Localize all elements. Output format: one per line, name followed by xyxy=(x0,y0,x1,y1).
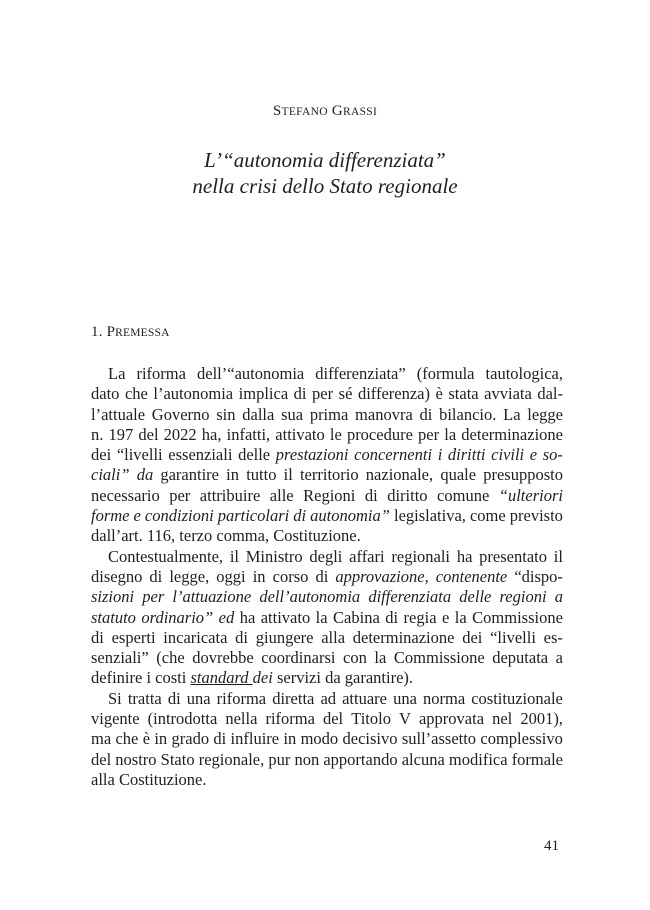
body-word: il xyxy=(553,546,563,566)
body-word: servizi xyxy=(276,668,326,688)
body-word: attuare xyxy=(342,688,387,708)
section-heading xyxy=(91,324,170,341)
body-word: differenza) xyxy=(357,384,430,404)
page-number: 41 xyxy=(544,838,559,854)
body-word: di xyxy=(419,404,433,424)
author-last-rest: RASSI xyxy=(343,106,378,118)
body-word: una xyxy=(393,688,417,708)
body-word: formale xyxy=(511,749,563,769)
section-heading-initial: P xyxy=(106,324,116,340)
body-word: Costituzione. xyxy=(118,769,207,789)
body-word: da xyxy=(136,465,154,485)
body-word: dovrebbe xyxy=(192,648,254,668)
body-word: di xyxy=(364,485,378,505)
body-word: particolari xyxy=(217,506,290,526)
body-word: implica xyxy=(238,384,289,404)
body-word: “livelli xyxy=(490,627,536,647)
body-word: dato xyxy=(91,384,120,404)
body-word: territorio xyxy=(299,465,359,485)
body-text xyxy=(91,364,563,790)
body-word: l’attuazione xyxy=(172,587,252,607)
body-word: l’attuale xyxy=(91,404,146,424)
body-word: da xyxy=(325,668,345,688)
body-word: e xyxy=(441,607,450,627)
body-word: manovra xyxy=(355,404,413,424)
body-word: standard xyxy=(190,668,253,688)
body-word: affari xyxy=(349,546,385,566)
body-word: attivato xyxy=(260,607,311,627)
body-word: 2022 xyxy=(163,424,197,444)
body-word: del xyxy=(138,424,159,444)
title-line-2: nella crisi dello Stato regionale xyxy=(192,174,458,198)
body-word: diritti xyxy=(447,445,486,465)
body-word: riforma xyxy=(265,709,315,729)
body-word: previsto xyxy=(509,506,563,526)
body-word: ed xyxy=(218,607,235,627)
body-word: delle xyxy=(459,587,492,607)
body-word: modifica xyxy=(448,749,508,769)
body-line xyxy=(91,668,563,688)
body-word: (formula xyxy=(416,364,475,383)
body-word: a xyxy=(555,648,563,668)
body-word: di xyxy=(235,627,248,647)
section-heading-rest: REMESSA xyxy=(115,327,170,339)
body-word: a xyxy=(554,587,563,607)
body-word: prestazioni xyxy=(275,445,349,465)
body-word: avviata xyxy=(484,384,532,404)
body-word: dell’“autonomia xyxy=(197,364,305,383)
body-line xyxy=(91,405,563,425)
body-word: disegno xyxy=(91,566,143,586)
body-word: tratta xyxy=(127,688,162,708)
body-word: presupposto xyxy=(483,465,563,485)
body-word: ordinario” xyxy=(141,607,214,627)
body-word: di xyxy=(293,506,307,526)
body-word: definire xyxy=(91,668,147,688)
body-word: quale xyxy=(440,465,477,485)
body-word: attivato xyxy=(275,424,325,444)
body-word: Contestualmente, xyxy=(108,546,224,566)
body-line xyxy=(91,506,563,526)
body-word: Commissione xyxy=(472,607,563,627)
body-word: infatti, xyxy=(226,424,271,444)
body-word: legislativa, xyxy=(393,506,466,526)
body-word: “livelli xyxy=(116,445,163,465)
body-word: presentato xyxy=(479,546,547,566)
body-word: terzo xyxy=(179,526,217,546)
body-word: approvata xyxy=(418,709,485,729)
body-word: i xyxy=(437,445,443,465)
body-word: ha xyxy=(239,607,256,627)
body-word: è xyxy=(435,384,443,404)
body-word: dei xyxy=(252,668,277,688)
body-word: di xyxy=(91,627,104,647)
body-line xyxy=(91,445,563,465)
body-word: condizioni xyxy=(144,506,214,526)
body-line xyxy=(91,384,563,404)
body-word: non xyxy=(294,749,320,769)
body-word: dei xyxy=(462,627,483,647)
body-word: pur xyxy=(268,749,291,769)
body-word: sull’assetto xyxy=(401,729,477,749)
body-word: necessario xyxy=(91,485,160,505)
body-word: stata xyxy=(448,384,479,404)
body-word: costi xyxy=(155,668,191,688)
body-word: ciali” xyxy=(91,465,130,485)
body-word: (che xyxy=(156,648,185,668)
body-word: garantire xyxy=(160,465,219,485)
body-word: la xyxy=(374,648,387,668)
body-word: attribuire xyxy=(199,485,261,505)
body-word: comune xyxy=(437,485,490,505)
body-word: l’autonomia xyxy=(153,384,234,404)
body-word: di xyxy=(167,688,181,708)
body-word: incaricata xyxy=(163,627,228,647)
body-word: in xyxy=(283,729,297,749)
body-word: contenente xyxy=(435,566,508,586)
body-word: “ulteriori xyxy=(498,485,563,505)
body-line xyxy=(91,689,563,709)
body-word: legge, xyxy=(169,566,210,586)
body-word: Commissione xyxy=(393,648,485,668)
body-word: regionali xyxy=(391,546,451,566)
body-word: diretta xyxy=(272,688,315,708)
body-word: dalla xyxy=(242,404,275,424)
body-word: di xyxy=(315,566,329,586)
body-word: esperti xyxy=(111,627,156,647)
body-word: determinazione xyxy=(352,627,455,647)
body-line xyxy=(91,628,563,648)
body-word: so- xyxy=(542,445,563,465)
body-word: riforma xyxy=(136,364,186,383)
body-word: Si xyxy=(108,688,122,708)
body-word: nazionale, xyxy=(365,465,434,485)
body-word: degli xyxy=(309,546,343,566)
body-word: diritto xyxy=(387,485,428,505)
body-word: tautologica, xyxy=(485,364,563,383)
body-word: regioni xyxy=(499,587,547,607)
body-word: ad xyxy=(320,688,337,708)
body-word: sin xyxy=(216,404,236,424)
body-word: regia xyxy=(403,607,437,627)
body-word: di xyxy=(149,566,163,586)
body-word: Cabina xyxy=(333,607,380,627)
body-line xyxy=(91,547,563,567)
body-word: norma xyxy=(422,688,466,708)
body-word: senziali” xyxy=(91,648,149,668)
body-word: bilancio. xyxy=(439,404,497,424)
body-word: sua xyxy=(281,404,304,424)
body-word: una xyxy=(186,688,211,708)
body-line xyxy=(91,364,563,384)
body-word: e xyxy=(133,506,141,526)
body-word: in xyxy=(154,729,168,749)
body-word: La xyxy=(503,404,521,424)
body-word: per xyxy=(169,485,191,505)
body-word: in xyxy=(252,566,266,586)
body-word: sizioni xyxy=(91,587,135,607)
body-word: Governo xyxy=(151,404,210,424)
body-word: complessivo xyxy=(480,729,563,749)
body-word: in xyxy=(226,465,240,485)
body-word: deputata xyxy=(492,648,549,668)
author-last-initial: G xyxy=(331,103,344,119)
body-word: dei xyxy=(91,445,112,465)
body-line xyxy=(91,425,563,445)
body-word: Costituzione. xyxy=(273,526,361,546)
body-word: dal- xyxy=(537,384,563,404)
author-name xyxy=(0,103,650,120)
body-line xyxy=(91,465,563,485)
body-word: 116, xyxy=(146,526,180,546)
body-word: vigente xyxy=(91,709,140,729)
body-word: per xyxy=(142,587,165,607)
body-word: 197 xyxy=(108,424,134,444)
body-word: Titolo xyxy=(351,709,391,729)
body-word: sé xyxy=(338,384,353,404)
body-word: oggi xyxy=(216,566,246,586)
body-word: giungere xyxy=(255,627,314,647)
body-word: garantire). xyxy=(344,668,414,688)
body-word: alle xyxy=(269,485,294,505)
body-word: per xyxy=(312,384,334,404)
body-word: concernenti xyxy=(354,445,433,465)
body-word: con xyxy=(343,648,367,668)
body-word: del xyxy=(91,749,112,769)
body-line xyxy=(91,750,563,770)
body-word: nostro xyxy=(115,749,157,769)
body-word: modo xyxy=(300,729,339,749)
body-word: tutto xyxy=(246,465,277,485)
body-line xyxy=(91,587,563,607)
body-line xyxy=(91,486,563,506)
title-line-1: L’“autonomia differenziata” xyxy=(204,148,446,172)
body-word: Stato xyxy=(160,749,195,769)
body-word: approvazione, xyxy=(335,566,429,586)
body-word: nella xyxy=(225,709,258,729)
section-number: 1. xyxy=(91,324,103,340)
body-word: di xyxy=(213,729,227,749)
body-word: n. xyxy=(91,424,104,444)
body-word: che xyxy=(124,384,148,404)
body-word: e xyxy=(529,445,538,465)
body-word: comma, xyxy=(216,526,274,546)
body-word: del xyxy=(322,709,344,729)
body-word: decisivo xyxy=(342,729,398,749)
body-word: riforma xyxy=(216,688,267,708)
body-word: dell’autonomia xyxy=(259,587,361,607)
body-word: statuto xyxy=(91,607,136,627)
body-word: ma xyxy=(91,729,112,749)
body-word: civili xyxy=(491,445,525,465)
body-word: la xyxy=(454,607,467,627)
body-word: alcuna xyxy=(401,749,445,769)
body-line xyxy=(91,770,563,790)
body-word: di xyxy=(385,607,399,627)
body-word: (introdotta xyxy=(147,709,218,729)
body-word: alla xyxy=(321,627,346,647)
body-word: grado xyxy=(171,729,210,749)
body-word: regionale, xyxy=(198,749,265,769)
body-word: nel xyxy=(492,709,513,729)
body-line xyxy=(91,526,563,546)
body-word: determinazione xyxy=(461,424,563,444)
body-word: costituzionale xyxy=(471,688,563,708)
body-word: la xyxy=(444,424,457,444)
body-word: che xyxy=(115,729,139,749)
body-word: V xyxy=(399,709,411,729)
body-word: influire xyxy=(230,729,280,749)
body-word: ha, xyxy=(201,424,222,444)
body-word: es- xyxy=(543,627,563,647)
body-line xyxy=(91,608,563,628)
body-word: forme xyxy=(91,506,130,526)
body-word: differenziata” xyxy=(315,364,406,383)
body-line xyxy=(91,648,563,668)
body-word: Ministro xyxy=(245,546,303,566)
author-first-rest: TEFANO xyxy=(281,106,328,118)
body-word: apportando xyxy=(323,749,398,769)
body-word: prima xyxy=(309,404,349,424)
body-word: i xyxy=(146,668,156,688)
body-word: come xyxy=(469,506,506,526)
body-word: “dispo- xyxy=(514,566,563,586)
body-word: La xyxy=(108,364,126,383)
body-word: le xyxy=(329,424,342,444)
body-word: 2001), xyxy=(520,709,563,729)
body-word: la xyxy=(315,607,328,627)
body-word: autonomia” xyxy=(310,506,390,526)
body-word: coordinarsi xyxy=(261,648,336,668)
body-word: Regioni xyxy=(303,485,356,505)
body-line xyxy=(91,709,563,729)
body-word: alla xyxy=(91,769,119,789)
body-word: di xyxy=(293,384,307,404)
body-word: delle xyxy=(238,445,271,465)
body-word: ha xyxy=(456,546,473,566)
body-word: differenziata xyxy=(368,587,452,607)
body-line xyxy=(91,567,563,587)
author-first-initial: S xyxy=(272,103,282,119)
body-word: corso xyxy=(272,566,309,586)
body-word: il xyxy=(283,465,293,485)
body-word: essenziali xyxy=(168,445,233,465)
body-word: per xyxy=(418,424,440,444)
body-word: legge xyxy=(527,404,563,424)
body-line xyxy=(91,729,563,749)
article-title xyxy=(0,147,650,199)
body-word: procedure xyxy=(346,424,413,444)
body-word: il xyxy=(229,546,239,566)
body-word: è xyxy=(142,729,151,749)
body-word: dall’art. xyxy=(91,526,147,546)
